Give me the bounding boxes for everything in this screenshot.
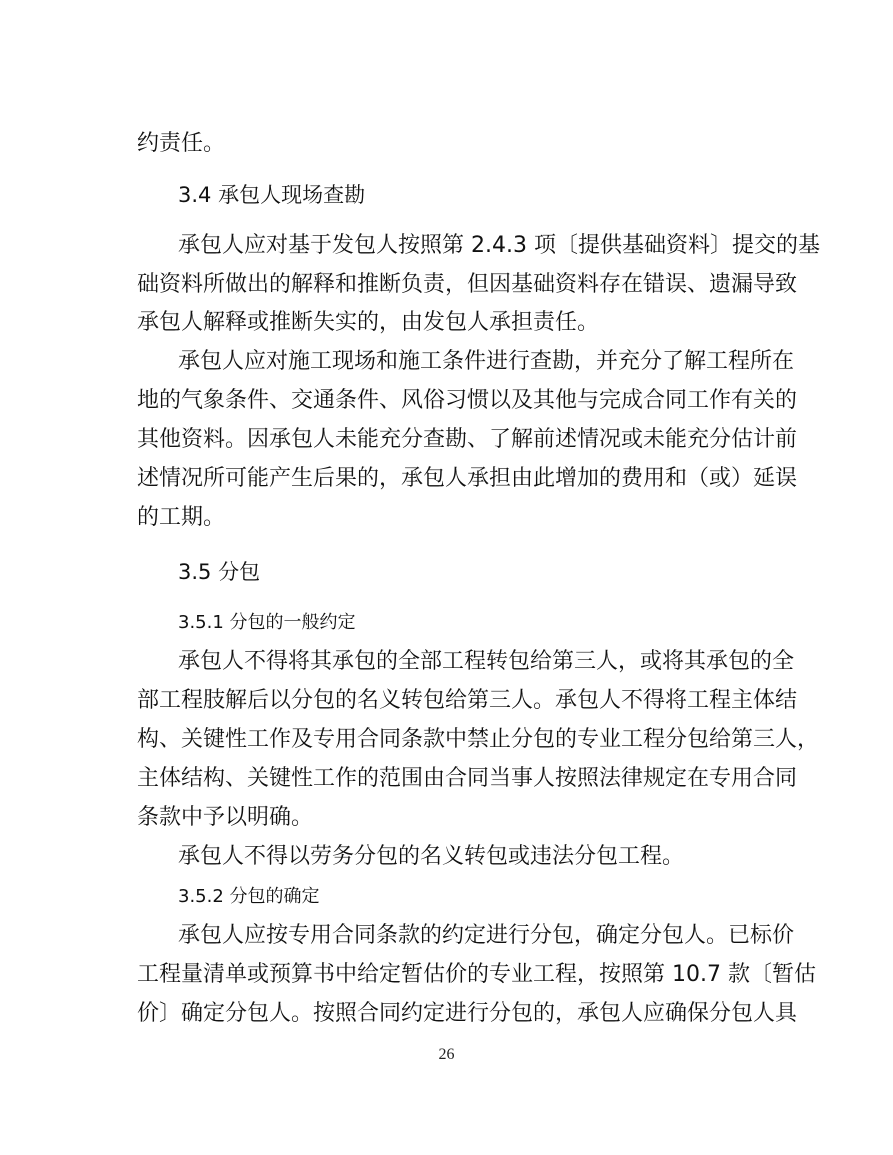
body-text-line: 条款中予以明确。	[137, 805, 314, 830]
body-text-line: 价〕确定分包人。按照合同约定进行分包的，承包人应确保分包人具	[137, 1001, 798, 1026]
body-text-line: 约责任。	[137, 131, 226, 156]
body-text-line: 础资料所做出的解释和推断负责，但因基础资料存在错误、遗漏导致	[137, 272, 798, 297]
section-heading-3-4: 3.4 承包人现场查勘	[178, 183, 366, 207]
section-heading-3-5: 3.5 分包	[178, 560, 261, 584]
body-text-line: 部工程肢解后以分包的名义转包给第三人。承包人不得将工程主体结	[137, 688, 798, 713]
body-text-line: 承包人应对基于发包人按照第 2.4.3 项〔提供基础资料〕提交的基	[178, 233, 820, 258]
body-text-line: 承包人不得将其承包的全部工程转包给第三人，或将其承包的全	[178, 649, 795, 674]
subsection-heading-3-5-1: 3.5.1 分包的一般约定	[178, 612, 356, 633]
body-text-line: 述情况所可能产生后果的，承包人承担由此增加的费用和（或）延误	[137, 466, 798, 491]
body-text-line: 承包人应按专用合同条款的约定进行分包，确定分包人。已标价	[178, 923, 795, 948]
page-number: 26	[438, 1046, 455, 1063]
body-text-line: 主体结构、关键性工作的范围由合同当事人按照法律规定在专用合同	[137, 766, 798, 791]
subsection-heading-3-5-2: 3.5.2 分包的确定	[178, 886, 320, 907]
body-text-line: 工程量清单或预算书中给定暂估价的专业工程，按照第 10.7 款〔暂估	[137, 962, 816, 987]
body-text-line: 的工期。	[137, 505, 226, 530]
body-text-line: 其他资料。因承包人未能充分查勘、了解前述情况或未能充分估计前	[137, 427, 798, 452]
body-text-line: 承包人应对施工现场和施工条件进行查勘，并充分了解工程所在	[178, 349, 795, 374]
body-text-line: 地的气象条件、交通条件、风俗习惯以及其他与完成合同工作有关的	[137, 388, 798, 413]
body-text-line: 承包人解释或推断失实的，由发包人承担责任。	[137, 310, 600, 335]
body-text-line: 承包人不得以劳务分包的名义转包或违法分包工程。	[178, 844, 685, 869]
body-text-line: 构、关键性工作及专用合同条款中禁止分包的专业工程分包给第三人，	[137, 727, 820, 752]
